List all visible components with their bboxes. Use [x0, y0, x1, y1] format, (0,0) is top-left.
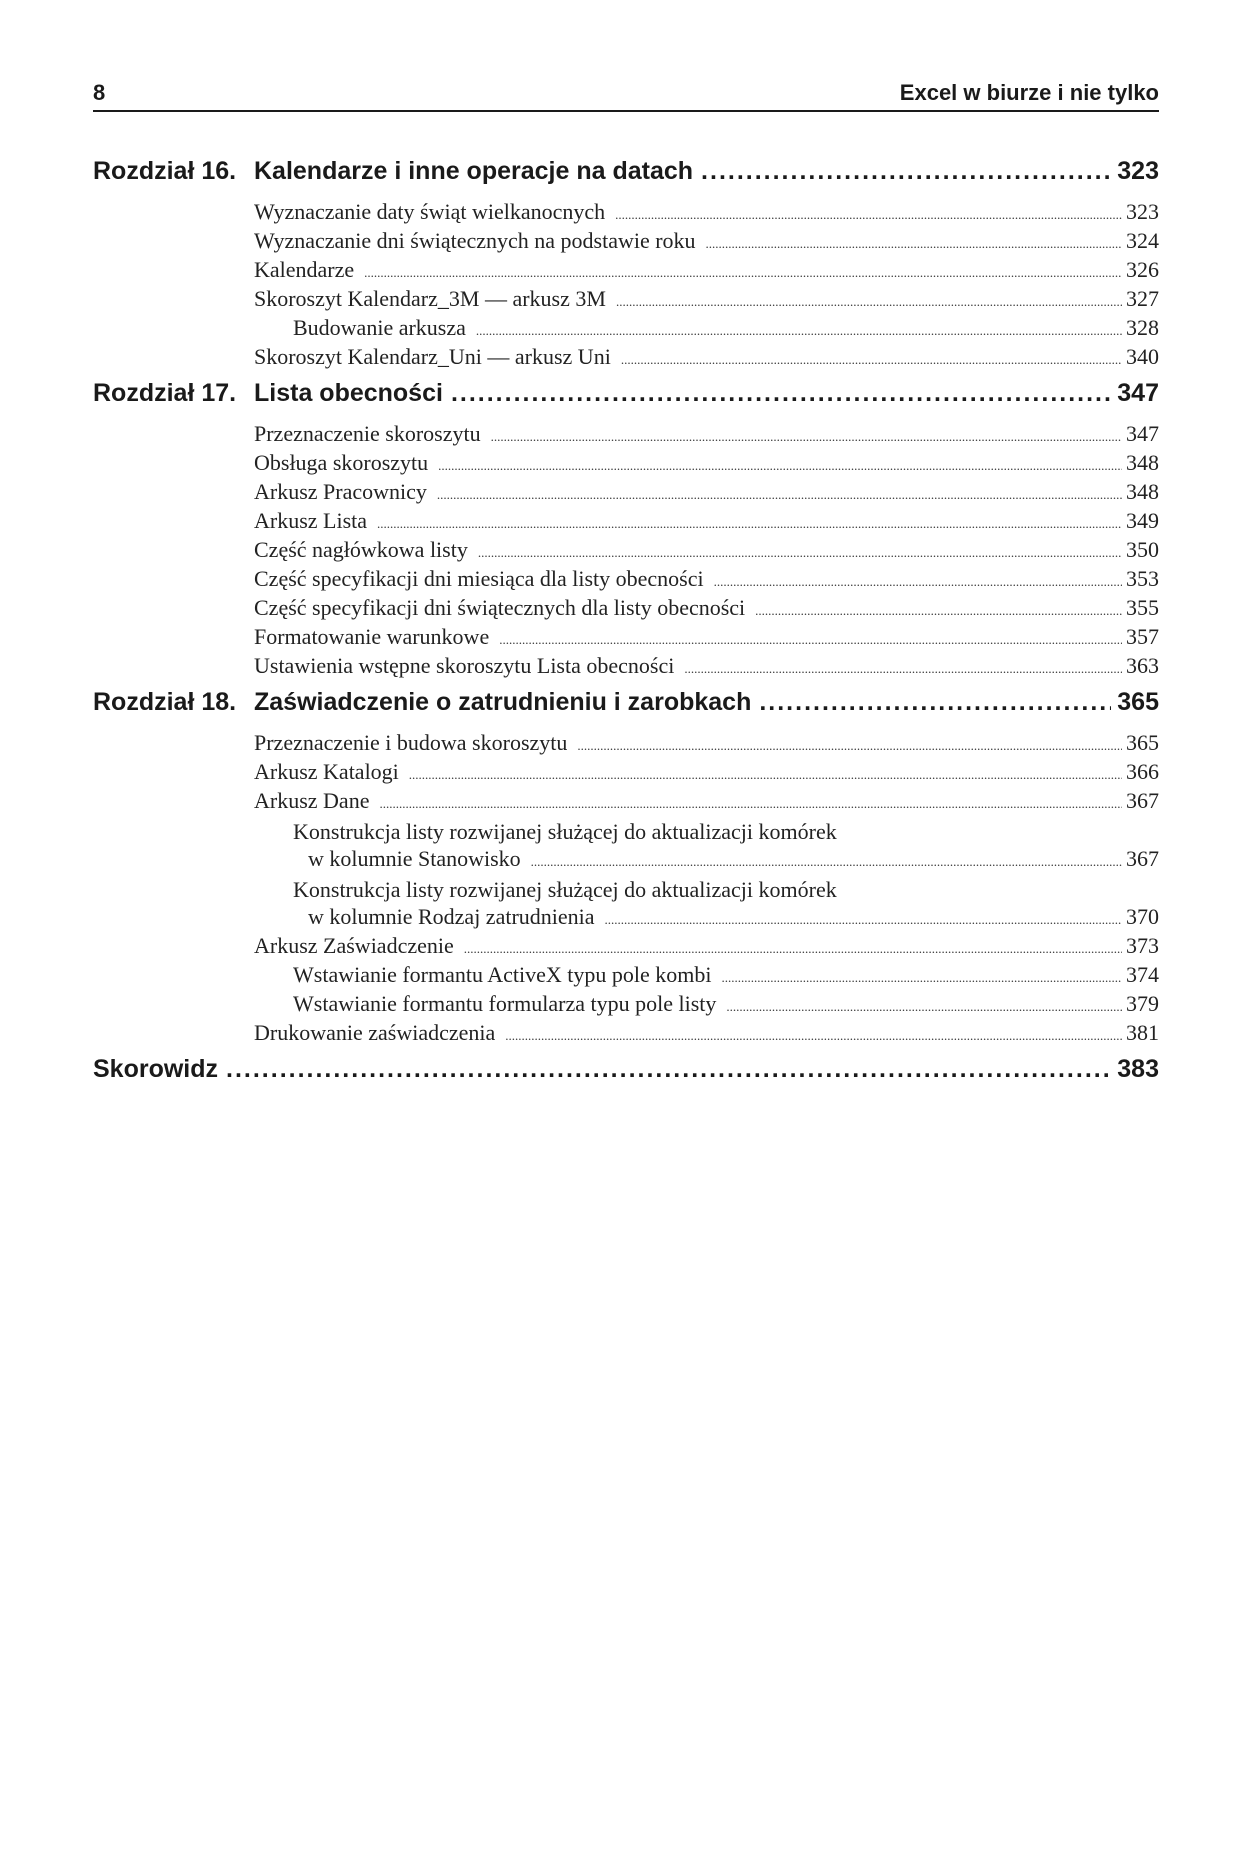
dot-leader	[759, 688, 1111, 717]
entry-title: Część specyfikacji dni świątecznych dla listy obecności	[254, 595, 746, 620]
entry-page: 357	[1126, 624, 1159, 649]
toc-entry	[254, 257, 1159, 286]
dot-leader	[605, 912, 1122, 928]
entry-page: 324	[1126, 228, 1159, 253]
header-rule	[93, 110, 1159, 112]
toc-entry	[254, 788, 1159, 817]
entry-title: Budowanie arkusza	[293, 315, 466, 340]
page-number: 8	[93, 80, 106, 105]
dot-leader	[451, 379, 1111, 408]
chapter-entries	[254, 730, 1159, 1049]
entry-title: Formatowanie warunkowe	[254, 624, 490, 649]
chapter-title: Zaświadczenie o zatrudnieniu i zarobkach	[254, 688, 752, 716]
entry-page: 353	[1126, 566, 1159, 591]
dot-leader	[621, 352, 1122, 368]
toc-subentry	[254, 315, 1159, 344]
entry-page: 367	[1126, 788, 1159, 813]
entry-title-continuation: w kolumnie Stanowisko	[308, 846, 521, 871]
dot-leader	[755, 603, 1122, 619]
entry-page: 363	[1126, 653, 1159, 678]
dot-leader	[701, 157, 1111, 186]
dot-leader	[616, 294, 1122, 310]
dot-leader	[706, 236, 1122, 252]
entry-page: 328	[1126, 315, 1159, 340]
dot-leader	[379, 796, 1122, 812]
entry-page: 355	[1126, 595, 1159, 620]
entry-title: Wstawianie formantu ActiveX typu pole kombi	[293, 962, 712, 987]
chapter-heading	[93, 157, 1159, 199]
entry-title: Część specyfikacji dni miesiąca dla listy obecności	[254, 566, 704, 591]
entry-title: Obsługa skoroszytu	[254, 450, 429, 475]
entry-title: Konstrukcja listy rozwijanej służącej do aktualizacji komórek	[293, 877, 837, 902]
entry-page: 374	[1126, 962, 1159, 987]
entry-title: Przeznaczenie skoroszytu	[254, 421, 481, 446]
entry-title: Arkusz Zaświadczenie	[254, 933, 454, 958]
toc-entry	[254, 595, 1159, 624]
dot-leader	[714, 574, 1122, 590]
entry-title: Wstawianie formantu formularza typu pole listy	[293, 991, 717, 1016]
entry-page: 327	[1126, 286, 1159, 311]
toc-subentry	[254, 817, 1159, 875]
dot-leader	[409, 767, 1122, 783]
entry-page: 350	[1126, 537, 1159, 562]
entry-title: Arkusz Katalogi	[254, 759, 399, 784]
chapter-heading	[93, 688, 1159, 730]
chapter-heading	[93, 379, 1159, 421]
entry-title: Wyznaczanie dni świątecznych na podstawie roku	[254, 228, 696, 253]
entry-page: 326	[1126, 257, 1159, 282]
index-heading	[93, 1055, 1159, 1097]
toc-entry	[254, 286, 1159, 315]
dot-leader	[684, 661, 1122, 677]
entry-title-continuation-row	[293, 846, 1159, 875]
toc-entry	[254, 450, 1159, 479]
entry-page: 381	[1126, 1020, 1159, 1045]
book-title: Excel w biurze i nie tylko	[899, 80, 1159, 105]
index-title: Skorowidz	[93, 1055, 219, 1083]
toc-entry	[254, 624, 1159, 653]
chapter-number: Rozdział 18.	[93, 688, 237, 716]
running-header	[93, 74, 1159, 106]
dot-leader	[531, 854, 1122, 870]
entry-page: 370	[1126, 904, 1159, 929]
chapter-entries	[254, 199, 1159, 373]
dot-leader	[464, 941, 1122, 957]
entry-page: 348	[1126, 450, 1159, 475]
dot-leader	[226, 1055, 1111, 1084]
chapter-title: Lista obecności	[254, 379, 443, 407]
dot-leader	[726, 999, 1122, 1015]
chapter-page: 365	[1117, 688, 1159, 716]
chapter-number: Rozdział 16.	[93, 157, 237, 185]
entry-title-continuation: w kolumnie Rodzaj zatrudnienia	[308, 904, 595, 929]
toc-subentry	[254, 875, 1159, 933]
toc-entry	[254, 537, 1159, 566]
entry-title: Arkusz Pracownicy	[254, 479, 427, 504]
toc-entry	[254, 730, 1159, 759]
entry-title: Wyznaczanie daty świąt wielkanocnych	[254, 199, 606, 224]
entry-title: Część nagłówkowa listy	[254, 537, 468, 562]
chapter-number: Rozdział 17.	[93, 379, 237, 407]
dot-leader	[722, 970, 1122, 986]
toc-entry	[254, 933, 1159, 962]
entry-page: 367	[1126, 846, 1159, 871]
chapter-entries	[254, 421, 1159, 682]
entry-page: 340	[1126, 344, 1159, 369]
chapter-page: 347	[1117, 379, 1159, 407]
entry-title-continuation-row	[293, 904, 1159, 933]
entry-title: Skoroszyt Kalendarz_3M — arkusz 3M	[254, 286, 606, 311]
dot-leader	[437, 487, 1122, 503]
entry-page: 323	[1126, 199, 1159, 224]
dot-leader	[438, 458, 1122, 474]
dot-leader	[476, 323, 1122, 339]
toc-entry	[254, 228, 1159, 257]
dot-leader	[577, 738, 1122, 754]
toc-entry	[254, 421, 1159, 450]
toc-entry	[254, 479, 1159, 508]
entry-title: Arkusz Dane	[254, 788, 370, 813]
dot-leader	[615, 207, 1122, 223]
table-of-contents	[93, 157, 1159, 1097]
entry-title: Przeznaczenie i budowa skoroszytu	[254, 730, 568, 755]
entry-page: 366	[1126, 759, 1159, 784]
entry-title: Ustawienia wstępne skoroszytu Lista obecności	[254, 653, 675, 678]
toc-entry	[254, 1020, 1159, 1049]
entry-title: Skoroszyt Kalendarz_Uni — arkusz Uni	[254, 344, 611, 369]
index-page: 383	[1117, 1055, 1159, 1083]
toc-entry	[254, 566, 1159, 595]
entry-page: 373	[1126, 933, 1159, 958]
toc-entry	[254, 199, 1159, 228]
entry-page: 348	[1126, 479, 1159, 504]
entry-title: Konstrukcja listy rozwijanej służącej do aktualizacji komórek	[293, 819, 837, 844]
toc-entry	[254, 508, 1159, 537]
dot-leader	[478, 545, 1122, 561]
entry-title: Arkusz Lista	[254, 508, 368, 533]
chapter-title: Kalendarze i inne operacje na datach	[254, 157, 694, 185]
dot-leader	[505, 1028, 1122, 1044]
entry-page: 379	[1126, 991, 1159, 1016]
entry-title: Drukowanie zaświadczenia	[254, 1020, 496, 1045]
entry-title: Kalendarze	[254, 257, 355, 282]
entry-page: 347	[1126, 421, 1159, 446]
toc-subentry	[254, 962, 1159, 991]
toc-subentry	[254, 991, 1159, 1020]
dot-leader	[491, 429, 1122, 445]
toc-entry	[254, 344, 1159, 373]
toc-entry	[254, 653, 1159, 682]
chapter-page: 323	[1117, 157, 1159, 185]
dot-leader	[377, 516, 1122, 532]
dot-leader	[364, 265, 1122, 281]
dot-leader	[499, 632, 1122, 648]
entry-page: 365	[1126, 730, 1159, 755]
toc-entry	[254, 759, 1159, 788]
entry-page: 349	[1126, 508, 1159, 533]
